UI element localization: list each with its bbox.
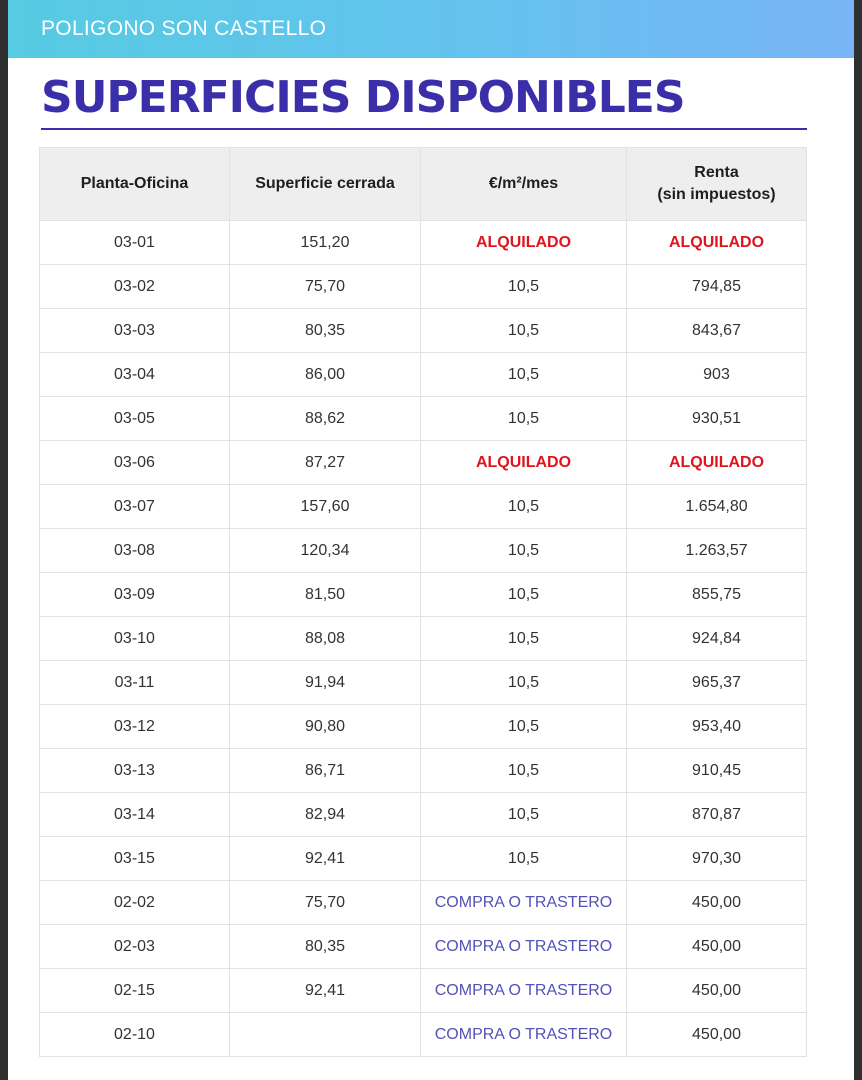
cell-precio: 10,5 [421,397,627,441]
cell-superficie: 120,34 [230,529,421,573]
cell-precio: 10,5 [421,837,627,881]
cell-precio: 10,5 [421,573,627,617]
cell-superficie: 75,70 [230,881,421,925]
availability-table [39,147,807,1057]
header-bar [8,0,854,58]
cell-superficie: 80,35 [230,309,421,353]
cell-renta: 910,45 [627,749,807,793]
table-row [40,925,807,969]
header-planta-oficina: Planta-Oficina [40,148,230,221]
cell-planta-oficina: 03-01 [40,221,230,265]
page-title: SUPERFICIES DISPONIBLES [41,72,685,123]
cell-planta-oficina: 03-15 [40,837,230,881]
cell-precio: ALQUILADO [421,221,627,265]
cell-renta: 1.263,57 [627,529,807,573]
cell-superficie: 87,27 [230,441,421,485]
cell-planta-oficina: 03-05 [40,397,230,441]
cell-superficie: 90,80 [230,705,421,749]
table-row [40,309,807,353]
cell-superficie [230,1013,421,1057]
cell-planta-oficina: 03-02 [40,265,230,309]
cell-precio: 10,5 [421,529,627,573]
table-row [40,441,807,485]
table-row [40,573,807,617]
table-row [40,661,807,705]
cell-superficie: 92,41 [230,837,421,881]
cell-renta: 970,30 [627,837,807,881]
cell-planta-oficina: 03-03 [40,309,230,353]
cell-renta: 965,37 [627,661,807,705]
cell-renta: 843,67 [627,309,807,353]
cell-renta: 450,00 [627,881,807,925]
cell-renta: ALQUILADO [627,221,807,265]
table-row [40,265,807,309]
cell-renta: 855,75 [627,573,807,617]
cell-planta-oficina: 02-15 [40,969,230,1013]
cell-superficie: 157,60 [230,485,421,529]
table-row [40,353,807,397]
cell-planta-oficina: 03-10 [40,617,230,661]
cell-precio: 10,5 [421,661,627,705]
cell-precio: 10,5 [421,353,627,397]
cell-planta-oficina: 03-13 [40,749,230,793]
table-row [40,397,807,441]
cell-renta: 953,40 [627,705,807,749]
cell-precio: COMPRA O TRASTERO [421,969,627,1013]
cell-planta-oficina: 03-07 [40,485,230,529]
table-header [40,148,807,221]
title-underline [41,128,807,130]
cell-renta: 903 [627,353,807,397]
cell-planta-oficina: 02-10 [40,1013,230,1057]
table-row [40,705,807,749]
cell-precio: 10,5 [421,617,627,661]
cell-superficie: 82,94 [230,793,421,837]
cell-planta-oficina: 03-06 [40,441,230,485]
cell-renta: 450,00 [627,1013,807,1057]
cell-planta-oficina: 03-12 [40,705,230,749]
cell-renta: 450,00 [627,925,807,969]
table-row [40,837,807,881]
table-row [40,749,807,793]
cell-superficie: 86,00 [230,353,421,397]
table-row [40,793,807,837]
table-row [40,221,807,265]
cell-renta: 794,85 [627,265,807,309]
cell-superficie: 88,62 [230,397,421,441]
cell-precio: COMPRA O TRASTERO [421,881,627,925]
table-row [40,485,807,529]
cell-renta: 930,51 [627,397,807,441]
cell-superficie: 91,94 [230,661,421,705]
header-row [40,148,807,221]
cell-precio: 10,5 [421,485,627,529]
cell-planta-oficina: 03-04 [40,353,230,397]
cell-planta-oficina: 03-14 [40,793,230,837]
cell-planta-oficina: 02-03 [40,925,230,969]
cell-renta: 870,87 [627,793,807,837]
cell-planta-oficina: 03-11 [40,661,230,705]
cell-precio: ALQUILADO [421,441,627,485]
cell-superficie: 92,41 [230,969,421,1013]
cell-renta: 450,00 [627,969,807,1013]
cell-renta: 924,84 [627,617,807,661]
site-name: POLIGONO SON CASTELLO [41,17,327,40]
cell-superficie: 88,08 [230,617,421,661]
table-body [40,221,807,1057]
table-row [40,1013,807,1057]
table-row [40,529,807,573]
cell-planta-oficina: 03-09 [40,573,230,617]
cell-precio: COMPRA O TRASTERO [421,925,627,969]
cell-precio: 10,5 [421,749,627,793]
cell-precio: COMPRA O TRASTERO [421,1013,627,1057]
cell-superficie: 75,70 [230,265,421,309]
cell-precio: 10,5 [421,705,627,749]
table-row [40,617,807,661]
cell-precio: 10,5 [421,793,627,837]
cell-superficie: 151,20 [230,221,421,265]
table-row [40,969,807,1013]
cell-superficie: 81,50 [230,573,421,617]
cell-superficie: 86,71 [230,749,421,793]
cell-planta-oficina: 03-08 [40,529,230,573]
cell-superficie: 80,35 [230,925,421,969]
table-row [40,881,807,925]
document-page [8,0,854,1080]
header-superficie-cerrada: Superficie cerrada [230,148,421,221]
cell-renta: 1.654,80 [627,485,807,529]
header-precio-m2-mes: €/m²/mes [421,148,627,221]
cell-precio: 10,5 [421,309,627,353]
cell-renta: ALQUILADO [627,441,807,485]
cell-planta-oficina: 02-02 [40,881,230,925]
header-renta: Renta (sin impuestos) [627,148,807,221]
cell-precio: 10,5 [421,265,627,309]
